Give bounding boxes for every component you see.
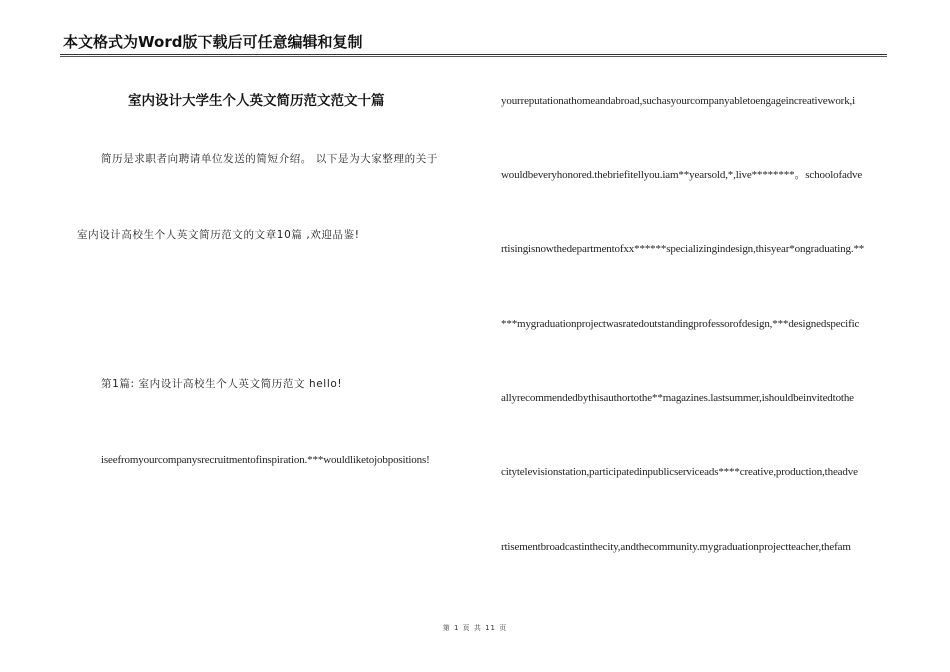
- header-rule-secondary: [60, 56, 887, 57]
- paragraph-line: 简历是求职者向聘请单位发送的简短介绍。 以下是为大家整理的关于: [101, 153, 438, 165]
- paragraph-line: iseefromyourcompanysrecruitmentofinspiration.***wouldliketojobpositions!: [101, 454, 430, 466]
- paragraph-line: allyrecommendedbythisauthortothe**magazines.lastsummer,ishouldbeinvitedtothe: [501, 392, 854, 404]
- document-title: 室内设计大学生个人英文简历范文范文十篇: [128, 93, 385, 109]
- paragraph-line: wouldbeveryhonored.thebriefitellyou.iam**yearsold,*,live********。schoolofadve: [501, 169, 863, 181]
- paragraph-line: yourreputationathomeandabroad,suchasyourcompanyabletoengageincreativework,i: [501, 95, 856, 107]
- header-rule: [60, 54, 887, 55]
- paragraph-line: citytelevisionstation,participatedinpublicserviceads****creative,production,theadve: [501, 466, 858, 478]
- paragraph-line: rtisingisnowthedepartmentofxx******specializingindesign,thisyear*ongraduating.**: [501, 243, 865, 255]
- section-heading-line: 第1篇: 室内设计高校生个人英文简历范文 hello!: [101, 378, 343, 390]
- paragraph-line: 室内设计高校生个人英文简历范文的文章10篇 ,欢迎品鉴!: [77, 229, 360, 241]
- paragraph-line: rtisementbroadcastinthecity,andthecommunity.mygraduationprojectteacher,thefam: [501, 541, 851, 553]
- page-indicator: 第 1 页 共 11 页: [442, 624, 508, 632]
- paragraph-line: ***mygraduationprojectwasratedoutstandingprofessorofdesign,***designedspecific: [501, 318, 860, 330]
- header-banner: 本文格式为Word版下载后可任意编辑和复制: [63, 33, 363, 51]
